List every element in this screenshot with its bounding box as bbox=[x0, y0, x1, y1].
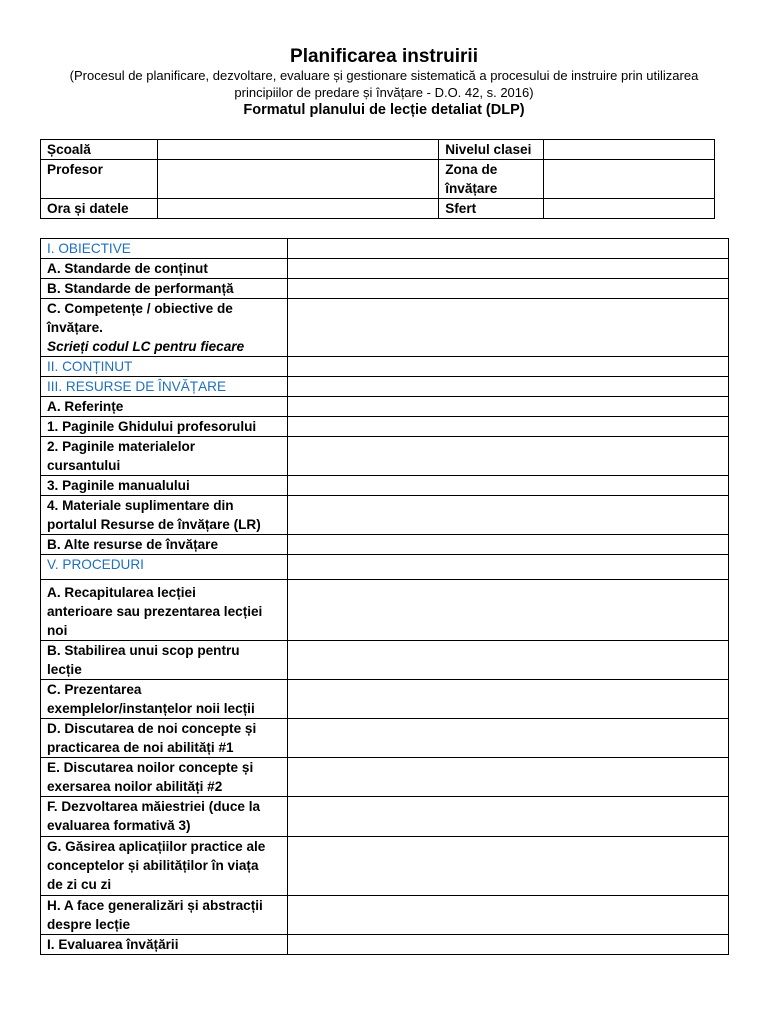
extra-materials-line2: portalul Resurse de învățare (LR) bbox=[47, 517, 261, 532]
proc-i-field[interactable] bbox=[287, 935, 728, 955]
proc-b-label bbox=[41, 641, 288, 680]
area-label-line2: învățare bbox=[445, 181, 498, 196]
competencies-line1: C. Competențe / obiective de bbox=[47, 301, 233, 316]
proc-h-line1: H. A face generalizări și abstracții bbox=[47, 898, 263, 913]
proc-f-line1: F. Dezvoltarea măiestriei (duce la bbox=[47, 799, 261, 814]
proc-a-line3: noi bbox=[47, 623, 68, 638]
teacher-field[interactable] bbox=[157, 160, 438, 199]
proc-g-label bbox=[41, 837, 288, 896]
quarter-field[interactable] bbox=[543, 199, 714, 219]
proc-i-label: I. Evaluarea învățării bbox=[41, 935, 288, 955]
proc-d-line1: D. Discutarea de noi concepte și bbox=[47, 721, 257, 736]
guide-pages-label: 1. Paginile Ghidului profesorului bbox=[41, 417, 288, 437]
proc-g-line3: de zi cu zi bbox=[47, 877, 112, 892]
school-field[interactable] bbox=[157, 140, 438, 160]
proc-f-field[interactable] bbox=[287, 797, 728, 837]
procedures-heading: V. PROCEDURI bbox=[41, 555, 288, 580]
proc-h-field[interactable] bbox=[287, 896, 728, 935]
proc-a-field[interactable] bbox=[287, 580, 728, 641]
info-table bbox=[40, 139, 715, 219]
competencies-label bbox=[41, 299, 288, 357]
extra-materials-field[interactable] bbox=[287, 496, 728, 535]
references-label: A. Referințe bbox=[41, 397, 288, 417]
references-field[interactable] bbox=[287, 397, 728, 417]
proc-h-label bbox=[41, 896, 288, 935]
materials-pages-label bbox=[41, 437, 288, 476]
extra-materials-label bbox=[41, 496, 288, 535]
page-title: Planificarea instruirii bbox=[290, 46, 478, 67]
proc-f-label bbox=[41, 797, 288, 837]
resources-field[interactable] bbox=[287, 377, 728, 397]
proc-g-field[interactable] bbox=[287, 837, 728, 896]
format-title: Formatul planului de lecție detaliat (DLP) bbox=[243, 102, 525, 118]
page-subtitle: (Procesul de planificare, dezvoltare, evaluare și gestionare sistematică a procesului de instruire prin utilizarea principiilor de predare și învățare - D.O. 42, s. 2016) bbox=[69, 68, 699, 100]
proc-a-line2: anterioare sau prezentarea lecției bbox=[47, 604, 263, 619]
proc-d-label bbox=[41, 719, 288, 758]
proc-e-line1: E. Discutarea noilor concepte și bbox=[47, 760, 254, 775]
proc-f-line2: evaluarea formativă 3) bbox=[47, 818, 191, 833]
guide-pages-field[interactable] bbox=[287, 417, 728, 437]
performance-standards-label: B. Standarde de performanță bbox=[41, 279, 288, 299]
proc-c-label bbox=[41, 680, 288, 719]
proc-d-line2: practicarea de noi abilități #1 bbox=[47, 740, 234, 755]
textbook-pages-label: 3. Paginile manualului bbox=[41, 476, 288, 496]
competencies-line2: învățare. bbox=[47, 320, 103, 335]
quarter-label: Sfert bbox=[439, 199, 544, 219]
grade-field[interactable] bbox=[543, 140, 714, 160]
proc-c-field[interactable] bbox=[287, 680, 728, 719]
materials-pages-line2: cursantului bbox=[47, 458, 121, 473]
proc-c-line2: exemplelor/instanțelor noii lecții bbox=[47, 701, 255, 716]
competencies-note: Scrieți codul LC pentru fiecare bbox=[47, 339, 245, 354]
proc-b-line2: lecție bbox=[47, 662, 82, 677]
content-field[interactable] bbox=[287, 357, 728, 377]
materials-pages-field[interactable] bbox=[287, 437, 728, 476]
content-standards-label: A. Standarde de conținut bbox=[41, 259, 288, 279]
area-field[interactable] bbox=[543, 160, 714, 199]
objectives-field[interactable] bbox=[287, 239, 728, 259]
competencies-field[interactable] bbox=[287, 299, 728, 357]
area-label-line1: Zona de bbox=[445, 162, 498, 177]
school-label: Școală bbox=[41, 140, 158, 160]
plan-table bbox=[40, 238, 729, 955]
other-resources-field[interactable] bbox=[287, 535, 728, 555]
teacher-label: Profesor bbox=[41, 160, 158, 199]
content-heading: II. CONȚINUT bbox=[41, 357, 288, 377]
proc-b-line1: B. Stabilirea unui scop pentru bbox=[47, 643, 240, 658]
proc-c-line1: C. Prezentarea bbox=[47, 682, 142, 697]
proc-a-label bbox=[41, 580, 288, 641]
performance-standards-field[interactable] bbox=[287, 279, 728, 299]
textbook-pages-field[interactable] bbox=[287, 476, 728, 496]
proc-e-label bbox=[41, 758, 288, 797]
procedures-field[interactable] bbox=[287, 555, 728, 580]
other-resources-label: B. Alte resurse de învățare bbox=[41, 535, 288, 555]
resources-heading: III. RESURSE DE ÎNVĂȚARE bbox=[41, 377, 288, 397]
proc-h-line2: despre lecție bbox=[47, 917, 131, 932]
grade-label: Nivelul clasei bbox=[439, 140, 544, 160]
objectives-heading: I. OBIECTIVE bbox=[41, 239, 288, 259]
content-standards-field[interactable] bbox=[287, 259, 728, 279]
time-field[interactable] bbox=[157, 199, 438, 219]
proc-b-field[interactable] bbox=[287, 641, 728, 680]
extra-materials-line1: 4. Materiale suplimentare din bbox=[47, 498, 234, 513]
proc-d-field[interactable] bbox=[287, 719, 728, 758]
proc-g-line2: conceptelor și abilităților în viața bbox=[47, 858, 259, 873]
materials-pages-line1: 2. Paginile materialelor bbox=[47, 439, 196, 454]
proc-e-line2: exersarea noilor abilități #2 bbox=[47, 779, 223, 794]
area-label bbox=[439, 160, 544, 199]
proc-g-line1: G. Găsirea aplicațiilor practice ale bbox=[47, 839, 266, 854]
time-label: Ora și datele bbox=[41, 199, 158, 219]
proc-a-line1: A. Recapitularea lecției bbox=[47, 585, 196, 600]
proc-e-field[interactable] bbox=[287, 758, 728, 797]
